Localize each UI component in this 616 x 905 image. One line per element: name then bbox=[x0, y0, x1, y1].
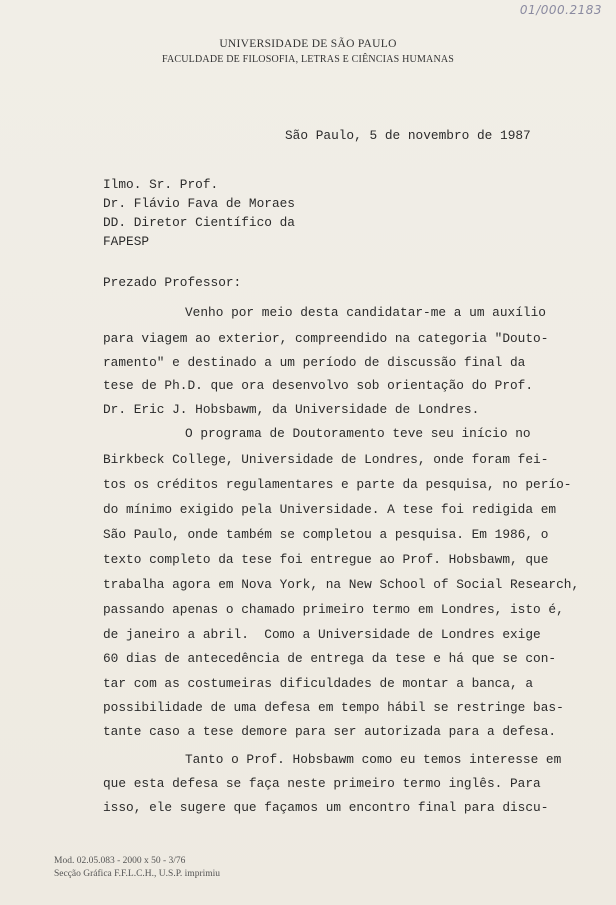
body-line: para viagem ao exterior, compreendido na categoria "Douto- bbox=[103, 331, 549, 346]
body-line: tos os créditos regulamentares e parte da pesquisa, no perío- bbox=[103, 477, 572, 492]
archive-number: 01/000.2183 bbox=[519, 3, 602, 17]
letterhead-faculty: FACULDADE DE FILOSOFIA, LETRAS E CIÊNCIAS HUMANAS bbox=[161, 54, 455, 65]
body-line: Tanto o Prof. Hobsbawm como eu temos interesse em bbox=[185, 752, 562, 767]
body-line: que esta defesa se faça neste primeiro termo inglês. Para bbox=[103, 776, 541, 791]
body-line: 60 dias de antecedência de entrega da tese e há que se con- bbox=[103, 651, 557, 666]
body-line: texto completo da tese foi entregue ao Prof. Hobsbawm, que bbox=[103, 552, 549, 567]
body-line: Dr. Eric J. Hobsbawm, da Universidade de Londres. bbox=[103, 402, 480, 417]
body-line: tar com as costumeiras dificuldades de montar a banca, a bbox=[103, 676, 534, 691]
recipient-line: Dr. Flávio Fava de Moraes bbox=[103, 196, 295, 211]
body-line: do mínimo exigido pela Universidade. A tese foi redigida em bbox=[103, 502, 557, 517]
body-line: Venho por meio desta candidatar-me a um auxílio bbox=[185, 305, 546, 320]
body-line: isso, ele sugere que façamos um encontro final para discu- bbox=[103, 800, 549, 815]
body-line: possibilidade de uma defesa em tempo hábil se restringe bas- bbox=[103, 700, 564, 715]
body-line: de janeiro a abril. Como a Universidade de Londres exige bbox=[103, 627, 541, 642]
recipient-line: FAPESP bbox=[103, 234, 150, 249]
date-line: São Paulo, 5 de novembro de 1987 bbox=[285, 128, 531, 143]
recipient-line: DD. Diretor Científico da bbox=[103, 215, 295, 230]
body-line: tante caso a tese demore para ser autorizada para a defesa. bbox=[103, 724, 557, 739]
body-line: passando apenas o chamado primeiro termo em Londres, isto é, bbox=[103, 602, 564, 617]
footer-printer: Secção Gráfica F.F.L.C.H., U.S.P. imprimiu bbox=[54, 869, 221, 879]
salutation: Prezado Professor: bbox=[103, 275, 242, 290]
body-line: São Paulo, onde também se completou a pesquisa. Em 1986, o bbox=[103, 527, 549, 542]
body-line: Birkbeck College, Universidade de Londres, onde foram fei- bbox=[103, 452, 549, 467]
body-line: tese de Ph.D. que ora desenvolvo sob orientação do Prof. bbox=[103, 378, 534, 393]
body-line: trabalha agora em Nova York, na New School of Social Research, bbox=[103, 577, 580, 592]
body-line: O programa de Doutoramento teve seu início no bbox=[185, 426, 531, 441]
footer-form-code: Mod. 02.05.083 - 2000 x 50 - 3/76 bbox=[54, 856, 186, 866]
body-line: ramento" e destinado a um período de discussão final da bbox=[103, 355, 526, 370]
letterhead-university: UNIVERSIDADE DE SÃO PAULO bbox=[219, 38, 397, 50]
recipient-line: Ilmo. Sr. Prof. bbox=[103, 177, 219, 192]
